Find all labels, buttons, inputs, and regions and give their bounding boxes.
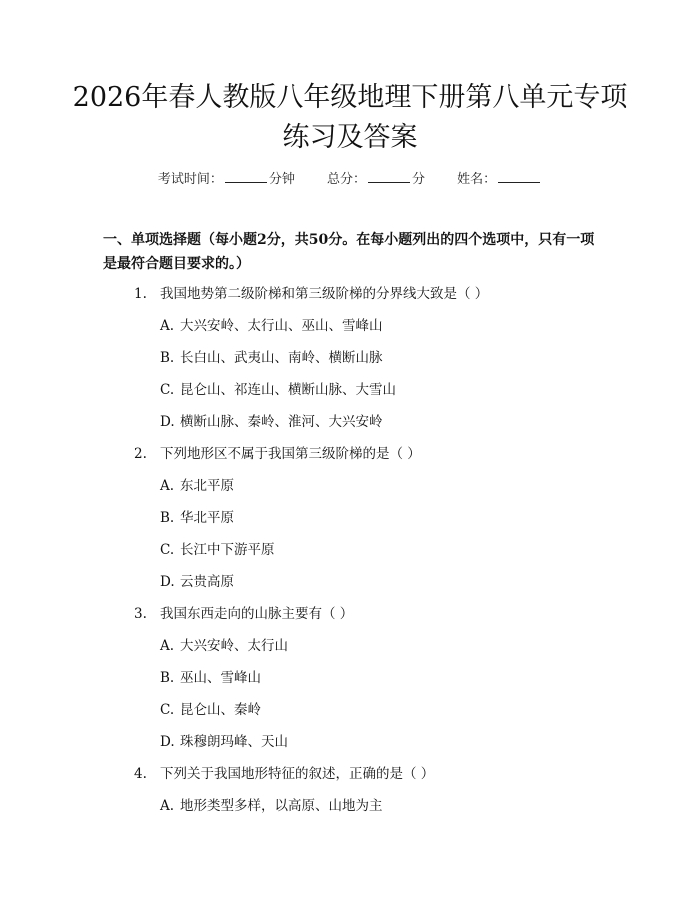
total-score-unit: 分	[412, 172, 426, 187]
question-number: 2.	[134, 446, 147, 462]
option-text: 昆仑山、祁连山、横断山脉、大雪山	[180, 382, 396, 398]
question-4	[0, 758, 700, 822]
option-letter: A.	[160, 798, 175, 814]
option-letter: D.	[160, 734, 175, 750]
option-letter: D.	[160, 574, 175, 590]
question-1	[0, 278, 700, 438]
option-a	[0, 470, 700, 502]
option-text: 东北平原	[180, 478, 234, 494]
option-text: 大兴安岭、太行山、巫山、雪峰山	[180, 318, 383, 334]
option-c	[0, 534, 700, 566]
option-letter: C.	[160, 702, 175, 718]
option-text: 长江中下游平原	[180, 542, 275, 558]
total-score-blank	[368, 170, 410, 183]
option-c	[0, 694, 700, 726]
option-letter: B.	[160, 510, 175, 526]
question-number: 3.	[134, 606, 147, 622]
option-a	[0, 310, 700, 342]
option-b	[0, 662, 700, 694]
option-text: 昆仑山、秦岭	[180, 702, 261, 718]
question-number: 4.	[134, 766, 147, 782]
option-text: 地形类型多样，以高原、山地为主	[180, 798, 383, 814]
option-text: 云贵高原	[180, 574, 234, 590]
question-stem	[0, 278, 700, 310]
option-text: 巫山、雪峰山	[180, 670, 261, 686]
total-score-label: 总分：	[326, 172, 366, 187]
option-text: 珠穆朗玛峰、天山	[180, 734, 288, 750]
option-d	[0, 726, 700, 758]
option-text: 长白山、武夷山、南岭、横断山脉	[180, 350, 383, 366]
option-letter: A.	[160, 478, 175, 494]
question-text: 下列地形区不属于我国第三级阶梯的是（ ）	[160, 446, 421, 462]
option-letter: C.	[160, 382, 175, 398]
option-text: 横断山脉、秦岭、淮河、大兴安岭	[180, 414, 383, 430]
question-list	[0, 278, 700, 822]
option-d	[0, 566, 700, 598]
exam-time-label: 考试时间：	[157, 172, 223, 187]
option-letter: C.	[160, 542, 175, 558]
option-b	[0, 502, 700, 534]
option-text: 华北平原	[180, 510, 234, 526]
option-letter: D.	[160, 414, 175, 430]
exam-time-field	[158, 168, 295, 187]
question-3	[0, 598, 700, 758]
question-stem	[0, 438, 700, 470]
option-letter: B.	[160, 350, 175, 366]
option-a	[0, 630, 700, 662]
question-number: 1.	[134, 286, 147, 302]
exam-time-blank	[225, 170, 267, 183]
question-text: 我国地势第二级阶梯和第三级阶梯的分界线大致是（ ）	[160, 286, 489, 302]
question-2	[0, 438, 700, 598]
option-b	[0, 342, 700, 374]
name-field	[457, 168, 542, 187]
total-score-field	[327, 168, 425, 187]
option-a	[0, 790, 700, 822]
question-text: 下列关于我国地形特征的叙述，正确的是（ ）	[160, 766, 435, 782]
option-d	[0, 406, 700, 438]
document-title: 2026年春人教版八年级地理下册第八单元专项练习及答案	[72, 82, 628, 153]
option-text: 大兴安岭、太行山	[180, 638, 288, 654]
question-stem	[0, 598, 700, 630]
option-letter: A.	[160, 638, 175, 654]
option-letter: A.	[160, 318, 175, 334]
question-text: 我国东西走向的山脉主要有（ ）	[160, 606, 354, 622]
section-heading: 一、单项选择题（每小题2分，共50分。在每小题列出的四个选项中，只有一项是最符合题目要求的。）	[103, 232, 595, 272]
option-letter: B.	[160, 670, 175, 686]
name-label: 姓名：	[457, 172, 497, 187]
exam-info	[0, 168, 700, 187]
option-c	[0, 374, 700, 406]
exam-time-unit: 分钟	[268, 172, 295, 187]
name-blank	[498, 170, 540, 183]
question-stem	[0, 758, 700, 790]
